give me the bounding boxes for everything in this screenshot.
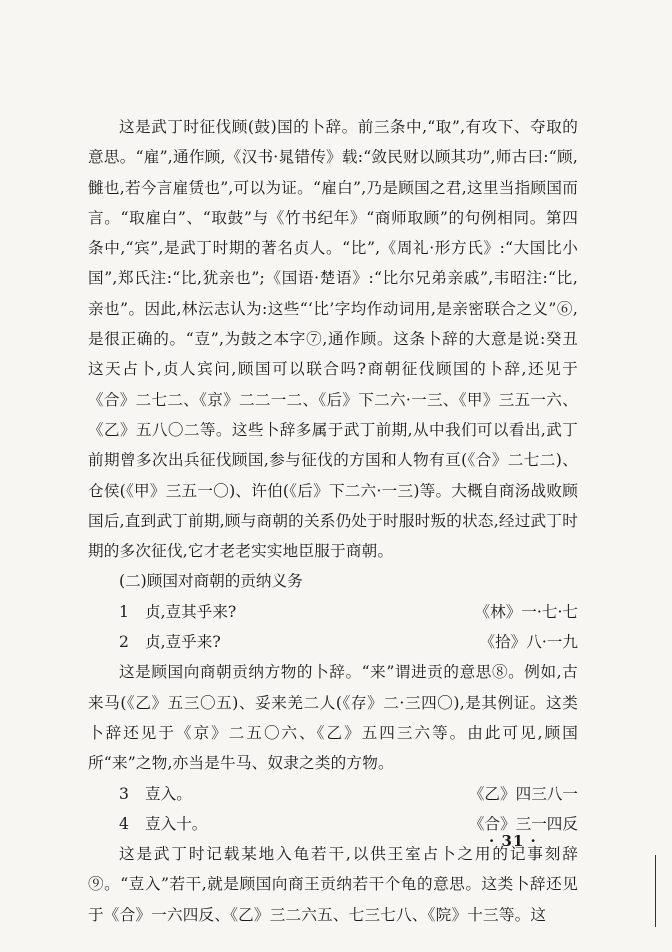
inscription-entry (88, 597, 578, 627)
entry-number: 3 (119, 784, 129, 803)
inscription-entry (88, 779, 578, 809)
entry-source: 《林》一·七·七 (474, 602, 578, 621)
entry-text: 壴入十。 (145, 814, 208, 833)
paragraph-guo-campaign: 这是武丁时征伐顾(鼓)国的卜辞。前三条中,“取”,有攻下、夺取的意思。“雇”,通作顾,《汉书·晁错传》载:“敛民财以顾其功”,师古曰:“顾,雠也,若今言雇赁也”,可以为证。“雇白”,乃是顾国之君,这里当指顾国而言。“取雇白”、“取鼓”与《竹书纪年》“商师取顾”的句例相同。第四条中,“宾”,是武丁时期的著名贞人。“比”,《周礼·形方氏》:“大国比小国”,郑氏注:“比,犹亲也”;《国语·楚语》:“比尔兄弟亲戚”,韦昭注:“比,亲也”。因此,林沄志认为:这些“‘比’字均作动词用,是亲密联合之义”⑥,是很正确的。“壴”,为鼓之本字⑦,通作顾。这条卜辞的大意是说:癸丑这天占卜,贞人宾问,顾国可以联合吗?商朝征伐顾国的卜辞,还见于《合》二七二、《京》二二一二、《后》下二六·一三、《甲》三五一六、《乙》五八〇二等。这些卜辞多属于武丁前期,从中我们可以看出,武丁前期曾多次出兵征伐顾国,参与征伐的方国和人物有亘(《合》二七二)、仓侯(《甲》三五一〇)、许伯(《后》下二六·一三)等。大概自商汤战败顾国后,直到武丁前期,顾与商朝的关系仍处于时服时叛的状态,经过武丁时期的多次征伐,它才老老实实地臣服于商朝。 (88, 118, 578, 561)
entry-source: 《乙》四三八一 (468, 784, 578, 803)
entry-text: 壴入。 (145, 784, 192, 803)
paragraph-tribute: 这是顾国向商朝贡纳方物的卜辞。“来”谓进贡的意思⑧。例如,古来马(《乙》五三〇五)、妥来羌二人(《存》二·三四〇),是其例证。这类卜辞还见于《京》二五〇六、《乙》五四三六等。由此可见,顾国所“来”之物,亦当是牛马、奴隶之类的方物。 (88, 663, 578, 773)
entry-text: 贞,壴乎来? (145, 633, 221, 652)
paragraph-tortoise-shells: 这是武丁时记载某地入龟若干,以供王室占卜之用的记事刻辞⑨。“壴入”若干,就是顾国向商王贡纳若干个龟的意思。这类卜辞还见于《合》一六四反、《乙》三二六五、七三七八、《院》十三等。这 (88, 845, 578, 924)
book-page (88, 112, 578, 930)
entry-number: 2 (119, 633, 129, 652)
entry-source: 《合》三一四反 (468, 814, 578, 833)
entry-number: 1 (119, 602, 129, 621)
binding-edge-line (655, 855, 656, 927)
entry-source: 《拾》八·一九 (479, 633, 578, 652)
section-heading: (二)顾国对商朝的贡纳义务 (119, 572, 303, 591)
page-number: · 31 · (489, 832, 537, 850)
entry-text: 贞,壴其乎来? (145, 602, 237, 621)
entry-number: 4 (119, 814, 129, 833)
inscription-entry (88, 627, 578, 657)
